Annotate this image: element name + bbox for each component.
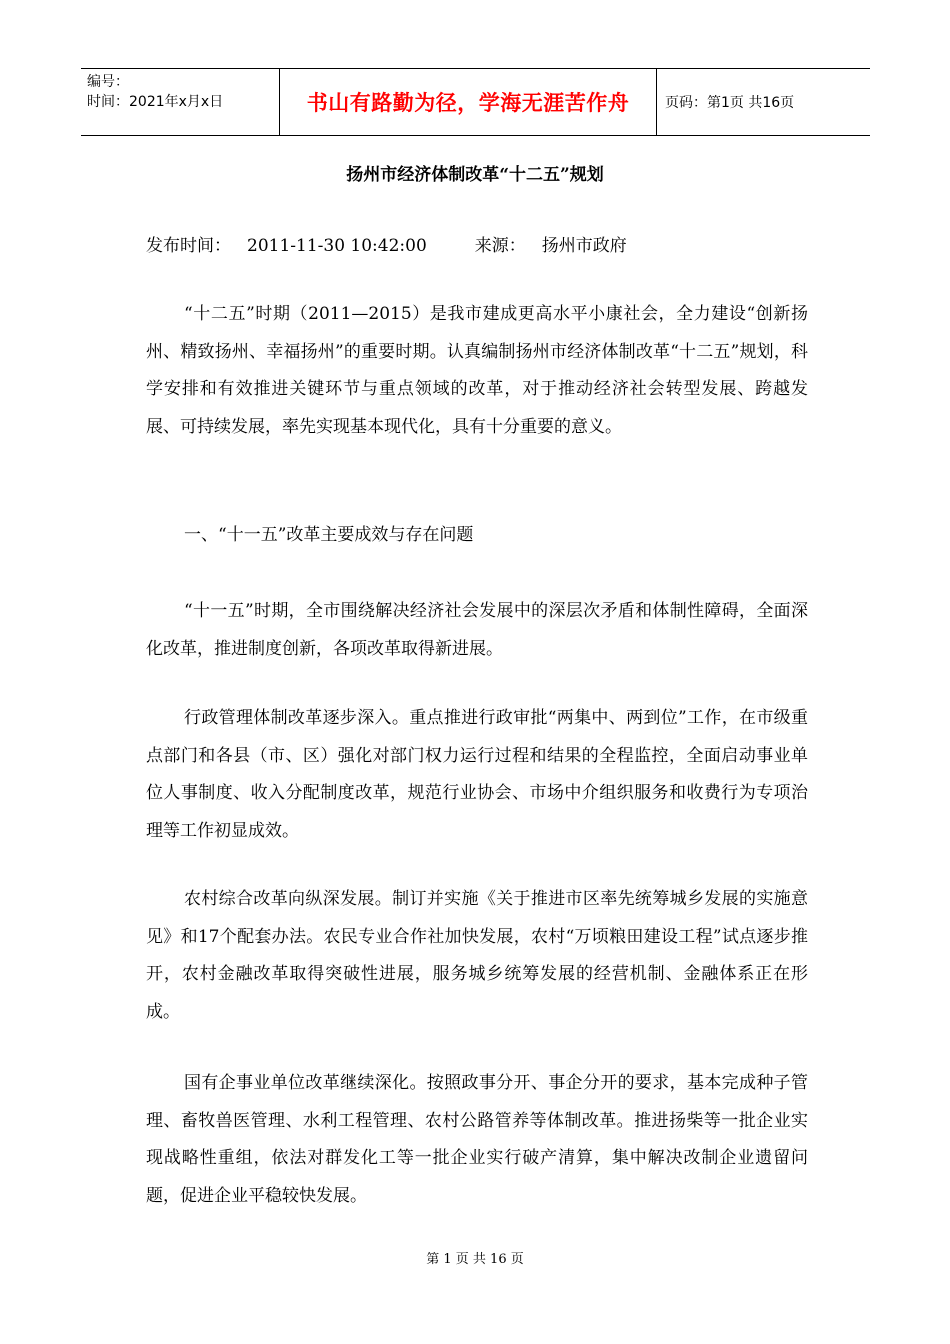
header-left-cell [81,69,280,135]
header-table [81,68,870,136]
number-label: 编号： [87,74,129,90]
header-page-cell [657,69,870,135]
paragraph-intro: “十二五”时期（2011—2015）是我市建成更高水平小康社会，全力建设“创新扬州、精致扬州、幸福扬州”的重要时期。认真编制扬州市经济体制改革“十二五”规划，科学安排和有效推进关键环节与重点领域的改革，对于推动经济社会转型发展、跨越发展、可持续发展，率先实现基本现代化，具有十分重要的意义。 [146,304,808,437]
source-label: 来源： [474,236,526,256]
page-footer: 第 1 页 共 16 页 [426,1252,524,1267]
paragraph-rural-reform: 农村综合改革向纵深发展。制订并实施《关于推进市区率先统筹城乡发展的实施意见》和17个配套办法。农民专业合作社加快发展，农村“万顷粮田建设工程”试点逐步推开，农村金融改革取得突破性进展，服务城乡统筹发展的经营机制、金融体系正在形成。 [146,889,808,1022]
publish-meta [146,231,627,256]
source-value: 扬州市政府 [541,236,627,256]
header-motto-cell [280,69,657,135]
page-info: 页码：第1页 共16页 [665,95,795,111]
publish-label: 发布时间： [146,236,231,256]
paragraph-overview: “十一五”时期，全市围绕解决经济社会发展中的深层次矛盾和体制性障碍，全面深化改革，推进制度创新，各项改革取得新进展。 [146,601,808,659]
time-label: 时间：2021年x月x日 [87,94,224,110]
paragraph-admin-reform: 行政管理体制改革逐步深入。重点推进行政审批“两集中、两到位”工作，在市级重点部门和各县（市、区）强化对部门权力运行过程和结果的全程监控，全面启动事业单位人事制度、收入分配制度改革，规范行业协会、市场中介组织服务和收费行为专项治理等工作初显成效。 [146,708,808,841]
publish-time: 2011-11-30 10:42:00 [247,236,427,256]
document-title: 扬州市经济体制改革“十二五”规划 [346,165,604,185]
paragraph-soe-reform: 国有企事业单位改革继续深化。按照政事分开、事企分开的要求，基本完成种子管理、畜牧兽医管理、水利工程管理、农村公路管养等体制改革。推进扬柴等一批企业实现战略性重组，依法对群发化工等一批企业实行破产清算，集中解决改制企业遗留问题，促进企业平稳较快发展。 [146,1073,808,1206]
motto-text: 书山有路勤为径，学海无涯苦作舟 [306,90,630,115]
section-heading-1: 一、“十一五”改革主要成效与存在问题 [184,525,474,545]
